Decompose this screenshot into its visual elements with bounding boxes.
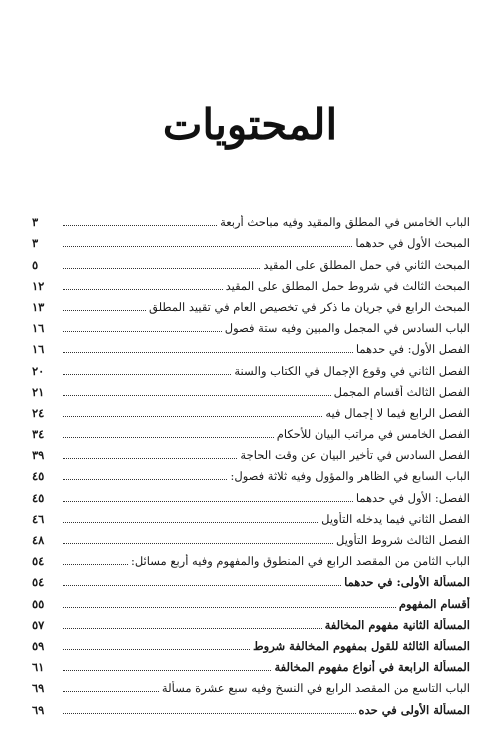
toc-entry-page-number: ٤٥: [32, 469, 45, 484]
dot-leader: [63, 713, 356, 714]
toc-entry: [32, 568, 470, 589]
toc-entry-title: الفصل الأول: في حدهما: [355, 342, 470, 357]
toc-entry-page-number: ٣٤: [32, 427, 45, 442]
toc-entry: [32, 399, 470, 420]
dot-leader: [63, 268, 260, 269]
toc-entry-page-number: ٢٠: [32, 363, 45, 378]
toc-entry: [32, 611, 470, 632]
toc-entry-page-number: ٥٤: [32, 554, 45, 569]
dot-leader: [63, 670, 271, 671]
toc-entry-page-number: ٥٩: [32, 638, 45, 653]
toc-entry: [32, 589, 470, 610]
dot-leader: [63, 458, 237, 459]
toc-entry: [32, 505, 470, 526]
dot-leader: [63, 479, 227, 480]
toc-entry-page-number: ١٦: [32, 321, 45, 336]
toc-entry-title: الفصل الثالث أقسام المجمل: [333, 384, 470, 399]
dot-leader: [63, 310, 146, 311]
toc-entry-title: الفصل السادس في تأخير البيان عن وقت الحاجة: [240, 448, 470, 463]
toc-entry-title: الباب التاسع من المقصد الرابع في النسخ وفيه سبع عشرة مسألة: [161, 681, 470, 696]
toc-entry-page-number: ٣٩: [32, 448, 45, 463]
toc-entry: [32, 356, 470, 377]
toc-entry-page-number: ٥٧: [32, 617, 45, 632]
dot-leader: [63, 649, 250, 650]
toc-entry-title: الفصل الخامس في مراتب البيان للأحكام: [276, 427, 470, 442]
toc-entry-title: الباب الثامن من المقصد الرابع في المنطوق والمفهوم وفيه أربع مسائل:: [130, 554, 470, 569]
table-of-contents: [32, 208, 470, 717]
toc-entry-page-number: ٦٩: [32, 702, 45, 717]
toc-entry-title: المسألة الثالثة للقول بمفهوم المخالفة شروط: [253, 638, 470, 653]
toc-entry: [32, 674, 470, 695]
toc-entry-title: الفصل الثالث شروط التأويل: [336, 533, 470, 547]
toc-entry: [32, 229, 470, 250]
toc-entry-title: الباب السادس في المجمل والمبين وفيه ستة فصول: [224, 321, 470, 336]
dot-leader: [63, 522, 318, 523]
toc-entry: [32, 653, 470, 674]
toc-entry-title: الباب السابع في الظاهر والمؤول وفيه ثلاثة فصول:: [230, 469, 470, 484]
toc-entry-page-number: ٦٩: [32, 681, 45, 696]
toc-entry-page-number: ٣: [32, 215, 39, 230]
toc-entry-page-number: ١٣: [32, 299, 45, 314]
dot-leader: [63, 437, 274, 438]
dot-leader: [63, 374, 231, 375]
toc-entry: [32, 293, 470, 314]
dot-leader: [63, 628, 322, 629]
toc-entry-title: الفصل: الأول في حدهما: [355, 490, 470, 505]
dot-leader: [63, 289, 223, 290]
toc-entry: [32, 208, 470, 229]
toc-entry: [32, 420, 470, 441]
toc-entry-title: أقسام المفهوم: [398, 596, 470, 611]
toc-entry: [32, 526, 470, 547]
dot-leader: [63, 607, 396, 608]
toc-entry-page-number: ٥: [32, 257, 39, 272]
page-title: المحتويات: [162, 100, 338, 149]
toc-entry: [32, 378, 470, 399]
toc-entry-title: المسألة الثانية مفهوم المخالفة: [324, 617, 470, 632]
toc-entry-page-number: ٥٤: [32, 575, 45, 590]
toc-entry: [32, 462, 470, 483]
toc-entry-title: المسألة الأولى في حده: [358, 702, 470, 717]
toc-entry: [32, 483, 470, 504]
toc-entry-title: المبحث الثاني في حمل المطلق على المقيد: [263, 257, 470, 272]
toc-entry: [32, 335, 470, 356]
dot-leader: [63, 352, 353, 353]
dot-leader: [63, 416, 322, 417]
toc-entry-title: المسألة الأولى: في حدهما: [344, 575, 470, 590]
toc-entry-title: المبحث الأول في حدهما: [355, 236, 470, 251]
toc-entry-page-number: ٤٨: [32, 533, 45, 547]
toc-entry-title: المسألة الرابعة في أنواع مفهوم المخالفة: [274, 660, 470, 675]
toc-entry: [32, 441, 470, 462]
dot-leader: [63, 564, 128, 565]
toc-entry-title: الفصل الثاني في وقوع الإجمال في الكتاب والسنة: [234, 363, 470, 378]
toc-entry-page-number: ٤٦: [32, 511, 45, 526]
toc-entry-page-number: ٣: [32, 236, 39, 251]
dot-leader: [63, 585, 341, 586]
toc-entry-page-number: ٢١: [32, 384, 45, 399]
toc-entry: [32, 314, 470, 335]
dot-leader: [63, 543, 333, 544]
dot-leader: [63, 331, 222, 332]
dot-leader: [63, 246, 352, 247]
dot-leader: [63, 501, 353, 502]
toc-entry: [32, 250, 470, 271]
toc-entry-page-number: ٤٥: [32, 490, 45, 505]
dot-leader: [63, 691, 159, 692]
toc-entry-page-number: ١٢: [32, 278, 45, 293]
toc-entry: [32, 272, 470, 293]
toc-entry: [32, 547, 470, 568]
toc-entry-page-number: ٦١: [32, 660, 45, 675]
toc-entry-page-number: ١٦: [32, 342, 45, 357]
toc-entry-title: الباب الخامس في المطلق والمقيد وفيه مباحث أربعة: [220, 215, 470, 230]
toc-entry-page-number: ٥٥: [32, 596, 45, 611]
toc-entry: [32, 632, 470, 653]
toc-entry-title: المبحث الثالث في شروط حمل المطلق على المقيد: [225, 278, 470, 293]
toc-entry-title: الفصل الرابع فيما لا إجمال فيه: [325, 405, 470, 420]
toc-entry: [32, 695, 470, 716]
toc-entry-title: الفصل الثاني فيما يدخله التأويل: [321, 511, 470, 526]
toc-entry-title: المبحث الرابع في جريان ما ذكر في تخصيص العام في تقييد المطلق: [149, 299, 470, 314]
dot-leader: [63, 395, 331, 396]
toc-entry-page-number: ٢٤: [32, 405, 45, 420]
dot-leader: [63, 225, 217, 226]
